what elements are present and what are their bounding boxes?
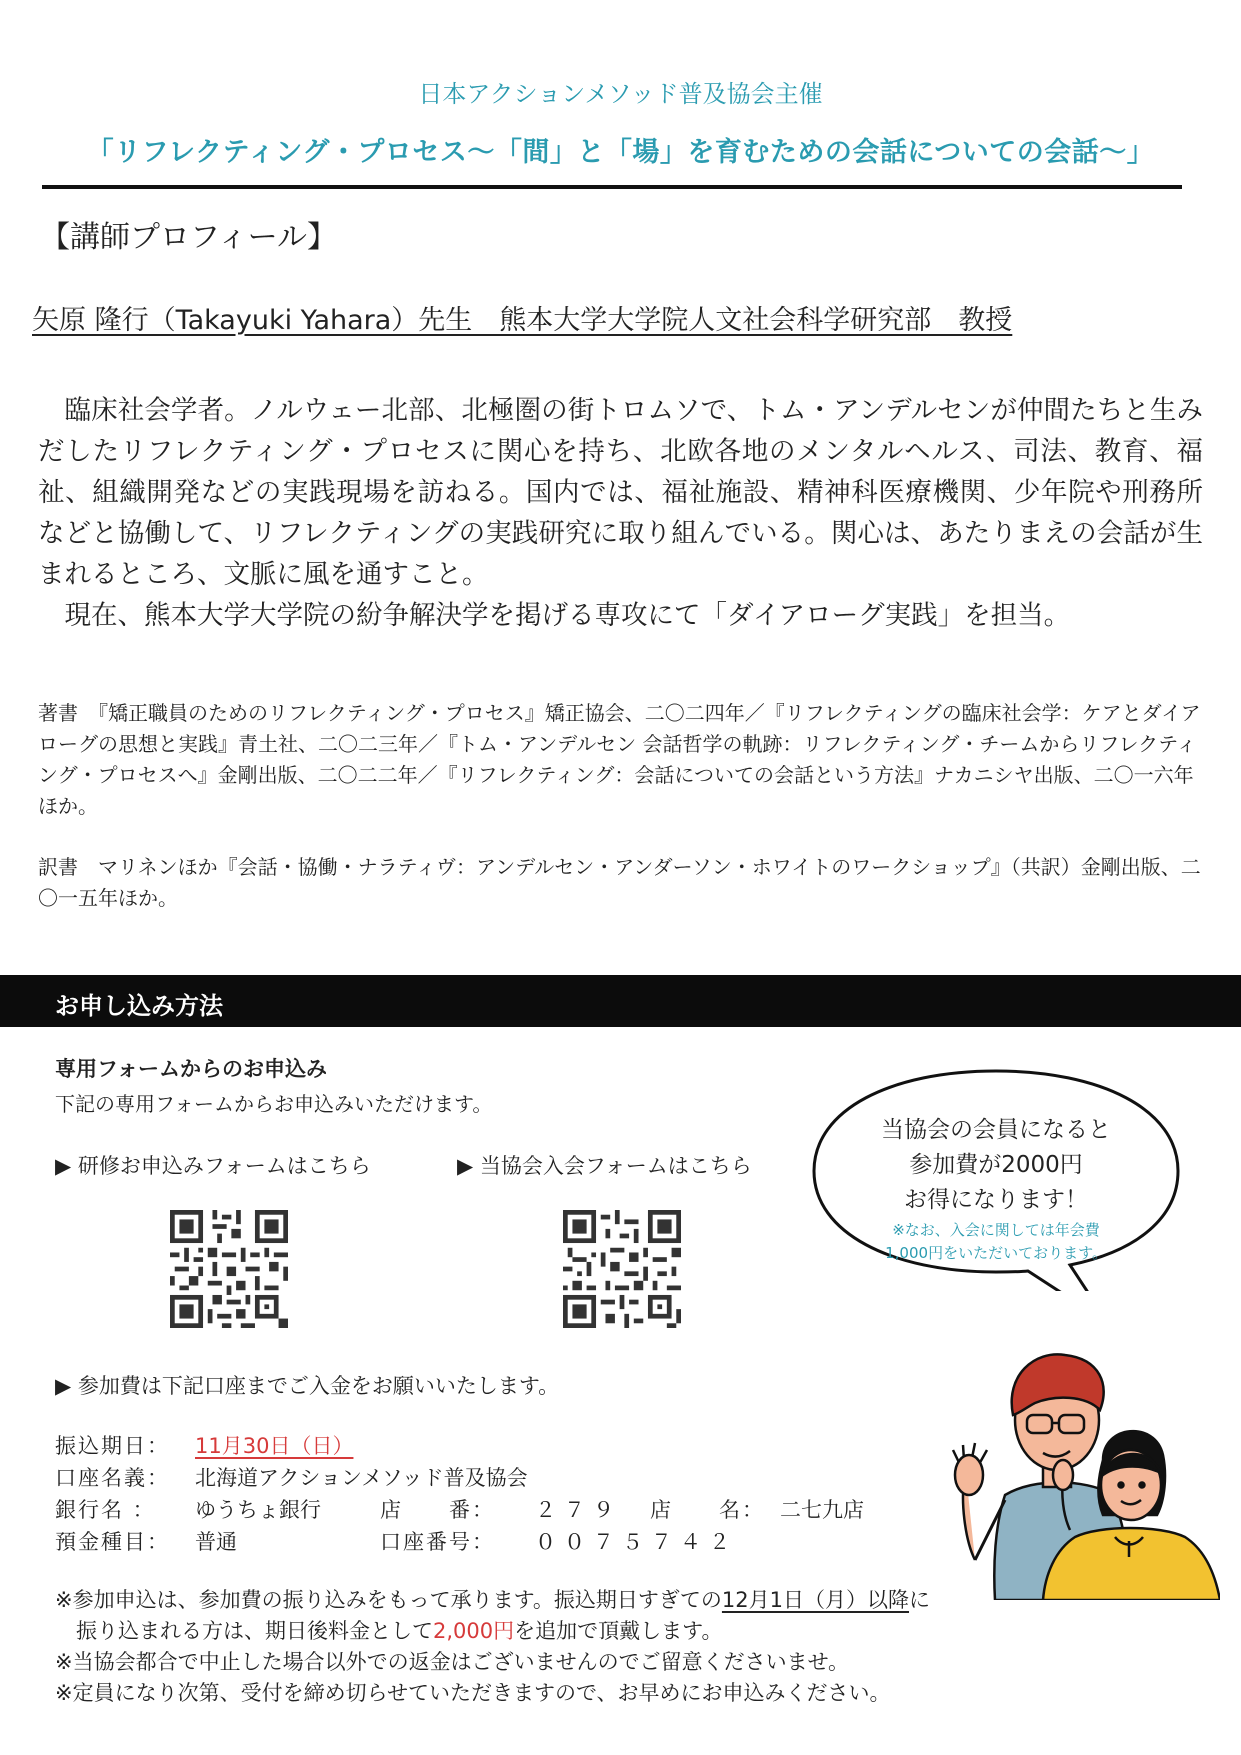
note-1-line-1 <box>55 1585 1055 1616</box>
publications: 著書 『矯正職員のためのリフレクティング・プロセス』矯正協会、二〇二四年／『リフレクティングの臨床社会学：ケアとダイアローグの思想と実践』青土社、二〇二三年／『トム・アンデルセン 会話哲学の軌跡：リフレクティング・チームからリフレクティング・プロセスへ』金剛出版、二〇二二年／『リフレクティング：会話についての会話という方法』ナカニシヤ出版、二〇一六年ほか。 <box>38 701 1201 818</box>
late-date: 12月1日（月）以降 <box>721 1588 910 1612</box>
holder-value: 北海道アクションメソッド普及協会 <box>195 1466 528 1490</box>
branch-no-value: ２７９ <box>535 1498 622 1522</box>
bubble-line-3: お得になります！ <box>904 1187 1088 1213</box>
deadline-label: 振込期日： <box>55 1434 170 1458</box>
membership-form-qr-code[interactable] <box>563 1210 681 1328</box>
people-illustration <box>935 1325 1220 1600</box>
bio-paragraph-2: 現在、熊本大学大学院の紛争解決学を掲げる専攻にて「ダイアローグ実践」を担当。 <box>64 600 1071 631</box>
branch-no-label: 店 番： <box>380 1498 495 1522</box>
apply-section-band <box>0 975 1241 1027</box>
note-1-line-2 <box>55 1616 1055 1647</box>
bank-value: ゆうちょ銀行 <box>195 1498 321 1522</box>
late-fee: 2,000円 <box>433 1619 515 1643</box>
bubble-line-2: 参加費が2000円 <box>909 1152 1083 1178</box>
bank-row <box>55 1494 864 1524</box>
organizer-line: 日本アクションメソッド普及協会主催 <box>418 80 823 108</box>
bubble-note-1: ※なお、入会に関しては年会費 <box>892 1221 1100 1239</box>
deadline-row <box>55 1430 353 1460</box>
holder-row <box>55 1462 528 1492</box>
instructor-bio <box>38 390 1203 636</box>
account-value: ００７５７４２ <box>535 1530 738 1554</box>
profile-heading: 【講師プロフィール】 <box>40 220 337 255</box>
form-title: 専用フォームからのお申込み <box>55 1057 327 1081</box>
note-1-text: ※参加申込は、参加費の振り込みをもって承ります。振込期日すぎての <box>55 1588 722 1612</box>
instructor-name: 矢原 隆行（Takayuki Yahara）先生 熊本大学大学院人文社会科学研究部 教授 <box>32 305 1013 336</box>
bubble-line-1: 当協会の会員になると <box>881 1117 1111 1143</box>
qr-modules <box>563 1210 681 1328</box>
membership-speech-bubble <box>808 1065 1184 1291</box>
note-1-text-3: を追加で頂戴します。 <box>514 1619 723 1643</box>
notes <box>55 1585 1055 1709</box>
event-title: 「リフレクティング・プロセス〜「間」と「場」を育むための会話についての会話〜」 <box>86 137 1155 168</box>
account-label: 口座番号： <box>380 1530 495 1554</box>
branch-name-label: 店 名： <box>650 1498 765 1522</box>
holder-label: 口座名義： <box>55 1466 170 1490</box>
payment-instruction: ▶ 参加費は下記口座までご入金をお願いいたします。 <box>55 1374 560 1398</box>
training-form-link[interactable]: ▶ 研修お申込みフォームはこちら <box>55 1154 371 1178</box>
form-description: 下記の専用フォームからお申込みいただけます。 <box>55 1092 493 1116</box>
note-2: ※当協会都合で中止した場合以外での返金はございませんのでご留意くださいませ。 <box>55 1650 849 1674</box>
branch-name-value: 二七九店 <box>780 1498 864 1522</box>
apply-section-title: お申し込み方法 <box>55 992 223 1020</box>
qr-modules <box>170 1210 288 1328</box>
membership-form-link[interactable]: ▶ 当協会入会フォームはこちら <box>457 1154 752 1178</box>
type-value: 普通 <box>195 1530 237 1554</box>
translations: 訳書 マリネンほか『会話・協働・ナラティヴ：アンデルセン・アンダーソン・ホワイトのワークショップ』（共訳）金剛出版、二〇一五年ほか。 <box>38 855 1201 910</box>
bubble-note-2: 1,000円をいただいております。 <box>885 1244 1107 1262</box>
type-label: 預金種目： <box>55 1530 170 1554</box>
note-1-tail: に <box>909 1588 931 1612</box>
title-divider <box>42 185 1182 189</box>
bio-paragraph-1: 臨床社会学者。ノルウェー北部、北極圏の街トロムソで、トム・アンデルセンが仲間たちと生みだしたリフレクティング・プロセスに関心を持ち、北欧各地のメンタルヘルス、司法、教育、福祉、組織開発などの実践現場を訪ねる。国内では、福祉施設、精神科医療機関、少年院や刑務所などと協働して、リフレクティングの実践研究に取り組んでいる。関心は、あたりまえの会話が生まれるところ、文脈に風を通すこと。 <box>38 395 1203 590</box>
note-1-text-2: 振り込まれる方は、期日後料金として <box>76 1619 433 1643</box>
account-type-row <box>55 1526 738 1556</box>
bank-label: 銀行名 ： <box>55 1498 156 1522</box>
note-3: ※定員になり次第、受付を締め切らせていただきますので、お早めにお申込みください。 <box>55 1681 891 1705</box>
deadline-value: 11月30日（日） <box>195 1434 354 1458</box>
training-form-qr-code[interactable] <box>170 1210 288 1328</box>
